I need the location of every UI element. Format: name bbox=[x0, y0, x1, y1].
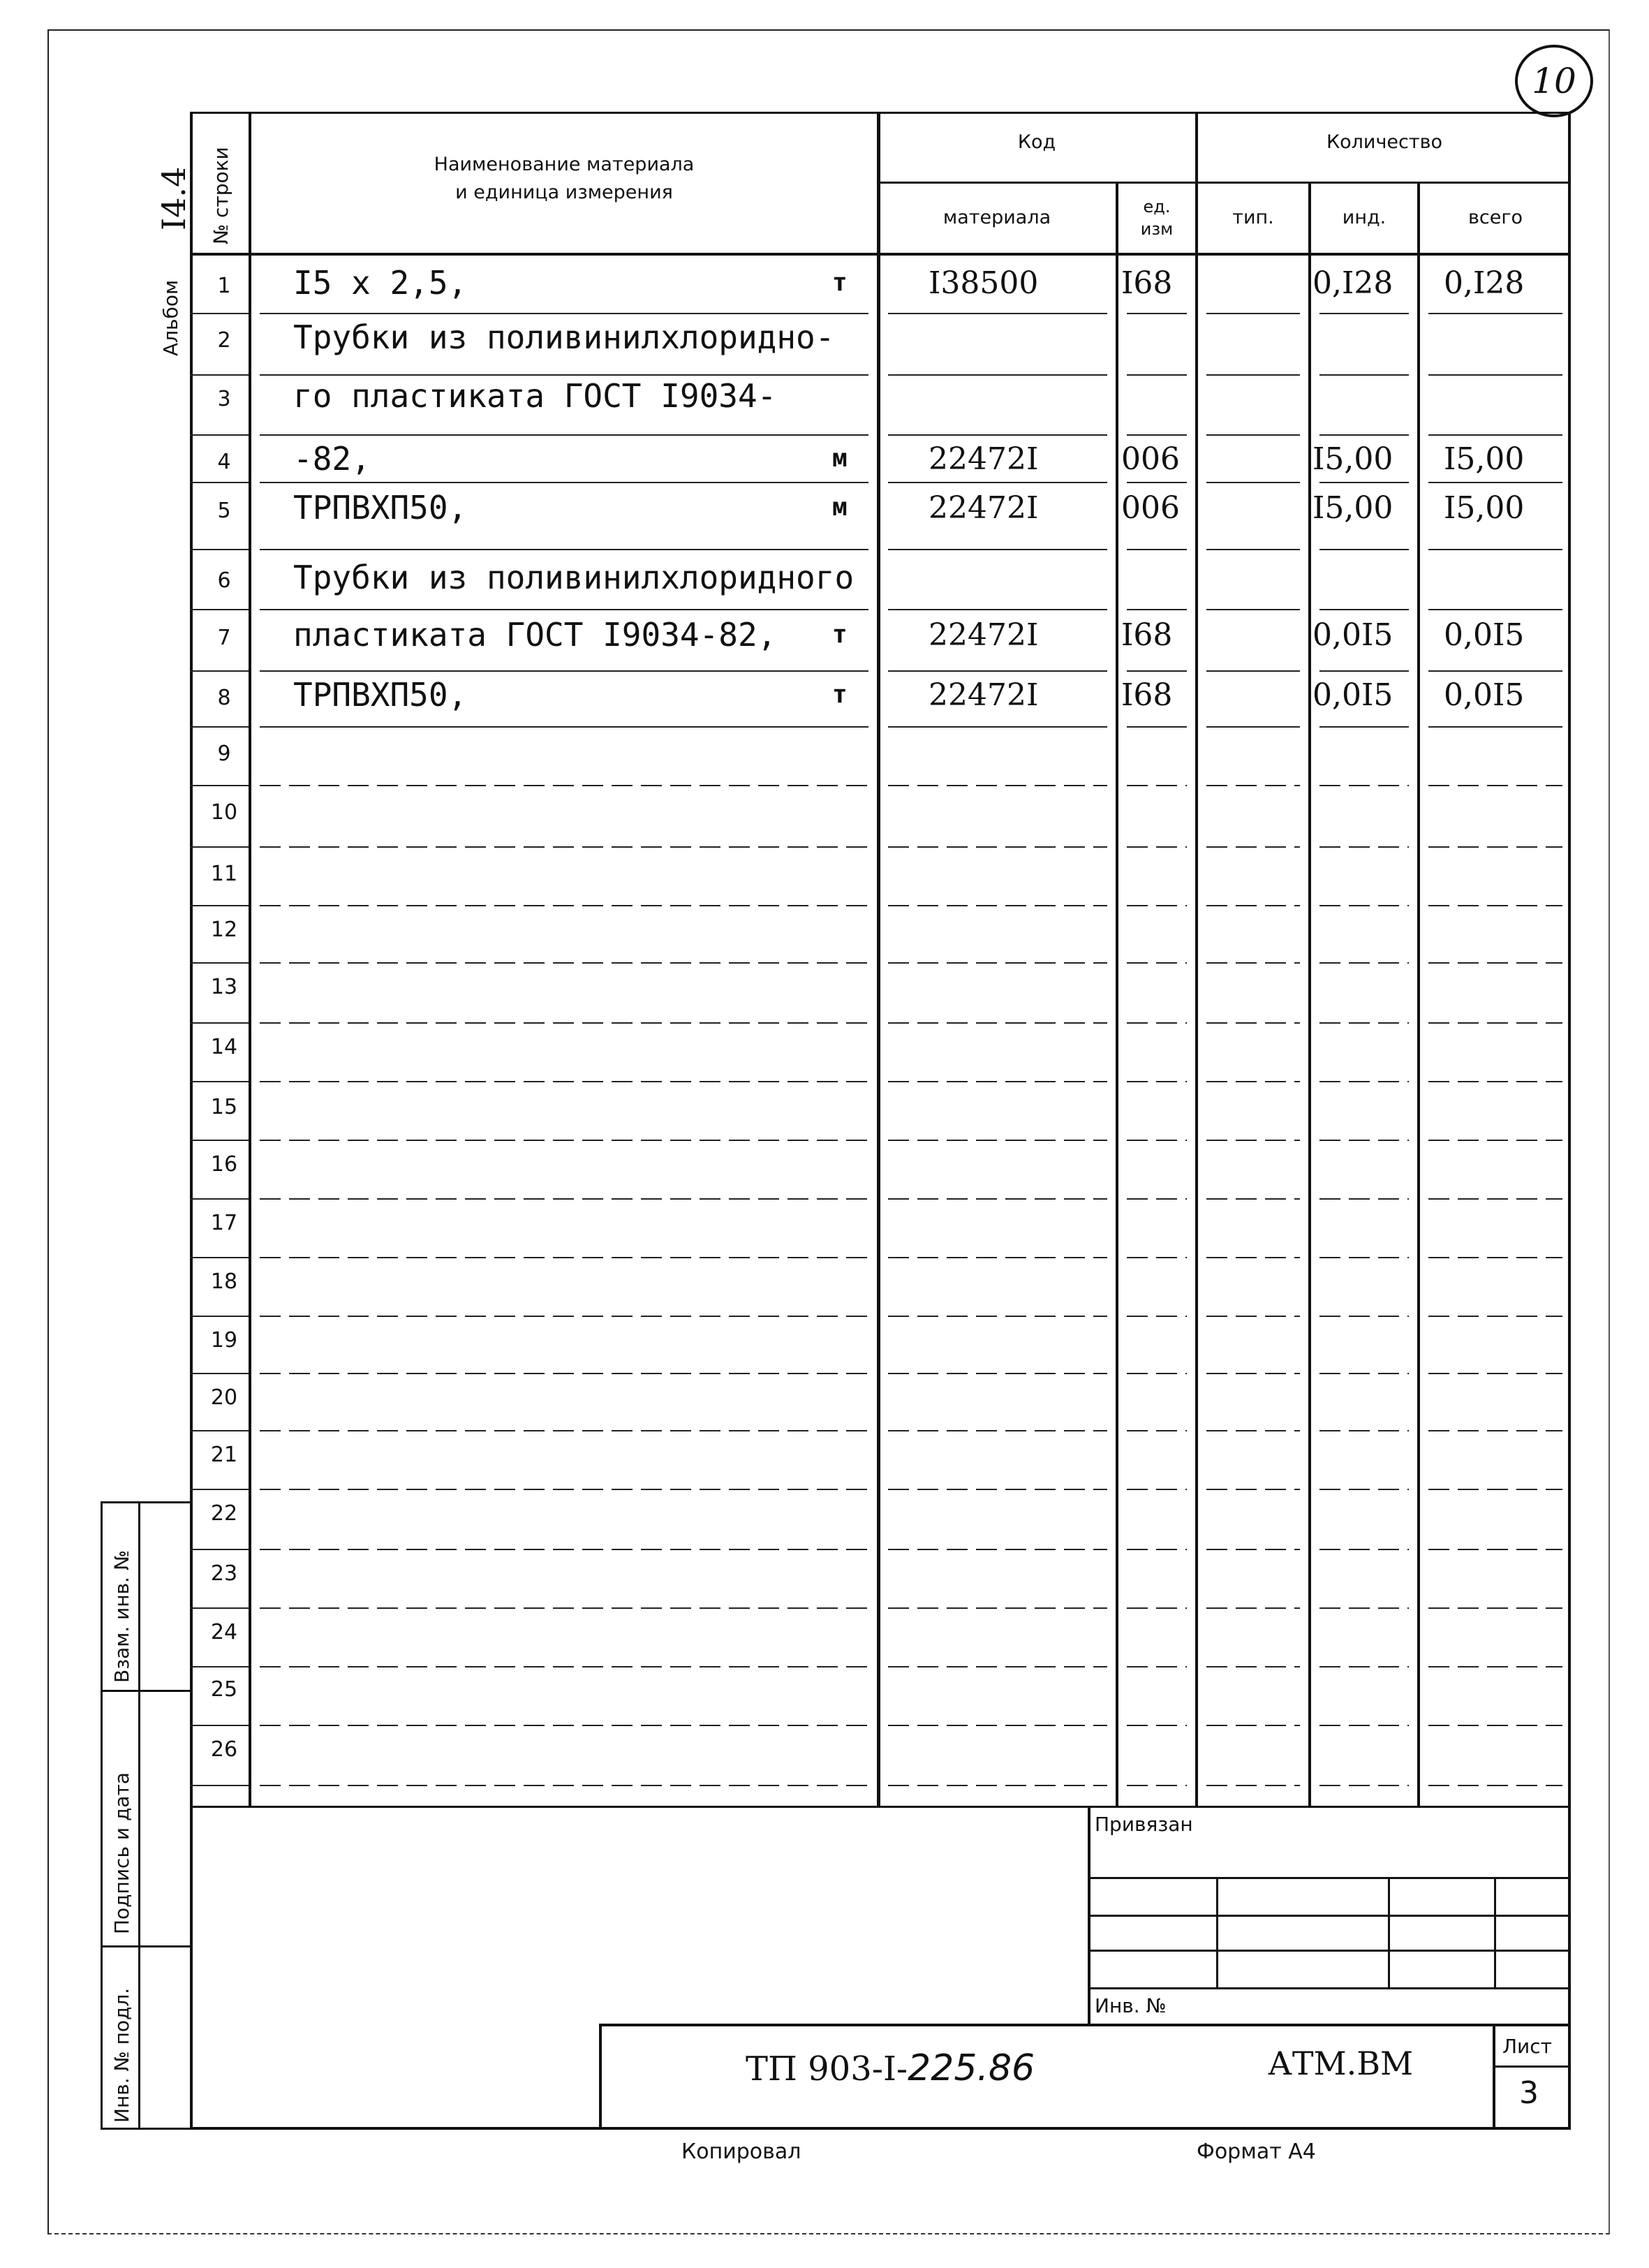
cell-underline bbox=[888, 785, 1107, 786]
row-number: 9 bbox=[217, 742, 231, 766]
header-unit-line2: изм bbox=[1140, 219, 1174, 239]
cell-underline bbox=[260, 434, 868, 436]
cell-underline bbox=[1319, 374, 1409, 376]
row-separator bbox=[190, 1725, 249, 1726]
cell-underline bbox=[1319, 549, 1409, 550]
cell-underline bbox=[1319, 962, 1409, 964]
cell-underline bbox=[1319, 609, 1409, 610]
cell-underline bbox=[888, 1257, 1107, 1258]
cell-underline bbox=[888, 313, 1107, 314]
cell-underline bbox=[888, 1316, 1107, 1317]
material-name: ТРПВХП50, bbox=[293, 676, 468, 714]
cell-underline bbox=[1127, 1257, 1187, 1258]
cell-underline bbox=[1319, 846, 1409, 848]
material-name: Трубки из поливинилхлоридного bbox=[293, 559, 855, 596]
cell-underline bbox=[1206, 1725, 1300, 1726]
qty-total: 0,0I5 bbox=[1444, 677, 1525, 713]
header-quantity: Количество bbox=[1326, 131, 1443, 153]
row-number: 5 bbox=[217, 499, 231, 523]
album-label: Альбом bbox=[159, 279, 182, 356]
cell-underline bbox=[1206, 434, 1300, 436]
row-number: 16 bbox=[210, 1152, 238, 1177]
row-separator bbox=[190, 1257, 249, 1258]
cell-underline bbox=[1127, 905, 1187, 906]
cell-underline bbox=[1319, 726, 1409, 728]
cell-underline bbox=[260, 1316, 868, 1317]
sheet-box-line bbox=[1493, 2066, 1571, 2068]
cell-underline bbox=[1428, 1316, 1562, 1317]
cell-underline bbox=[1428, 609, 1562, 610]
material-name: го пластиката ГОСТ I9034- bbox=[293, 377, 777, 415]
cell-underline bbox=[1428, 1430, 1562, 1431]
cell-underline bbox=[1319, 482, 1409, 483]
material-name: ТРПВХП50, bbox=[293, 489, 468, 526]
row-separator bbox=[190, 905, 249, 906]
cell-underline bbox=[260, 1140, 868, 1141]
cell-underline bbox=[1319, 670, 1409, 672]
row-separator bbox=[190, 1140, 249, 1141]
cell-underline bbox=[1428, 1198, 1562, 1200]
row-separator bbox=[190, 1549, 249, 1550]
row-separator bbox=[190, 726, 249, 728]
cell-underline bbox=[1319, 785, 1409, 786]
cell-underline bbox=[1206, 670, 1300, 672]
cell-underline bbox=[1206, 1549, 1300, 1550]
cell-underline bbox=[888, 434, 1107, 436]
cell-underline bbox=[1127, 1725, 1187, 1726]
cell-underline bbox=[1428, 1549, 1562, 1550]
material-name: -82, bbox=[293, 440, 371, 478]
cell-underline bbox=[1428, 482, 1562, 483]
cell-underline bbox=[1206, 846, 1300, 848]
unit-code: 006 bbox=[1121, 441, 1180, 477]
sheet-box-divider bbox=[1493, 2024, 1495, 2130]
unit-of-measure: т bbox=[832, 680, 848, 709]
row-separator bbox=[190, 1430, 249, 1431]
cell-underline bbox=[1428, 1489, 1562, 1490]
cell-underline bbox=[1319, 1316, 1409, 1317]
cell-underline bbox=[1319, 1022, 1409, 1024]
header-bottom-line bbox=[190, 253, 1571, 256]
cell-underline bbox=[888, 905, 1107, 906]
cell-underline bbox=[1127, 313, 1187, 314]
unit-code: I68 bbox=[1121, 677, 1173, 713]
doc-code-handwritten: 225.86 bbox=[908, 2047, 1035, 2089]
cell-underline bbox=[888, 374, 1107, 376]
cell-underline bbox=[260, 785, 868, 786]
side-label-inv-podl: Инв. № подл. bbox=[110, 1987, 133, 2123]
cell-underline bbox=[1127, 1430, 1187, 1431]
cell-underline bbox=[260, 313, 868, 314]
stamp-line-b bbox=[1088, 1915, 1571, 1917]
side-label-vzam: Взам. инв. № bbox=[110, 1549, 133, 1683]
cell-underline bbox=[1319, 1607, 1409, 1609]
cell-underline bbox=[888, 549, 1107, 550]
material-code: 22472I bbox=[929, 490, 1039, 526]
cell-underline bbox=[260, 670, 868, 672]
album-number: I4.4 bbox=[155, 166, 193, 230]
cell-underline bbox=[1206, 374, 1300, 376]
col-line-rowno bbox=[249, 112, 251, 1807]
cell-underline bbox=[1206, 1198, 1300, 1200]
cell-underline bbox=[888, 726, 1107, 728]
row-separator bbox=[190, 434, 249, 436]
unit-code: I68 bbox=[1121, 617, 1173, 653]
cell-underline bbox=[888, 1373, 1107, 1374]
cell-underline bbox=[1127, 1198, 1187, 1200]
stamp-line-a bbox=[1088, 1877, 1571, 1879]
cell-underline bbox=[888, 1198, 1107, 1200]
unit-of-measure: т bbox=[832, 620, 848, 649]
cell-underline bbox=[1206, 1489, 1300, 1490]
row-separator bbox=[190, 846, 249, 848]
cell-underline bbox=[1206, 1666, 1300, 1667]
cell-underline bbox=[1428, 549, 1562, 550]
cell-underline bbox=[1319, 1257, 1409, 1258]
row-separator bbox=[190, 482, 249, 483]
cell-underline bbox=[1428, 1785, 1562, 1786]
row-separator bbox=[190, 1316, 249, 1317]
cell-underline bbox=[260, 1022, 868, 1024]
cell-underline bbox=[1428, 1140, 1562, 1141]
cell-underline bbox=[1206, 1140, 1300, 1141]
qty-total: 0,0I5 bbox=[1444, 617, 1525, 653]
cell-underline bbox=[260, 1725, 868, 1726]
row-number: 22 bbox=[210, 1501, 238, 1526]
cell-underline bbox=[888, 1081, 1107, 1082]
cell-underline bbox=[888, 1607, 1107, 1609]
cell-underline bbox=[1206, 962, 1300, 964]
col-line-ind bbox=[1417, 183, 1420, 1807]
cell-underline bbox=[1127, 846, 1187, 848]
sheet-number: 3 bbox=[1519, 2075, 1539, 2111]
header-typ: тип. bbox=[1232, 207, 1274, 228]
cell-underline bbox=[260, 1666, 868, 1667]
col-line-typ bbox=[1308, 183, 1311, 1807]
cell-underline bbox=[1206, 609, 1300, 610]
doc-code-printed: ТП 903-I- bbox=[746, 2049, 908, 2089]
side-label-podpis: Подпись и дата bbox=[110, 1772, 133, 1934]
cell-underline bbox=[888, 482, 1107, 483]
cell-underline bbox=[888, 1022, 1107, 1024]
row-number: 25 bbox=[210, 1677, 238, 1702]
row-separator bbox=[190, 1022, 249, 1024]
row-number: 19 bbox=[210, 1328, 238, 1353]
cell-underline bbox=[1206, 785, 1300, 786]
doc-code bbox=[746, 2047, 1035, 2089]
cell-underline bbox=[260, 846, 868, 848]
cell-underline bbox=[1127, 1549, 1187, 1550]
row-number: 3 bbox=[217, 387, 231, 411]
cell-underline bbox=[1428, 905, 1562, 906]
row-number: 15 bbox=[210, 1095, 238, 1119]
header-row-no: № строки bbox=[209, 147, 232, 244]
row-number: 11 bbox=[210, 862, 238, 886]
material-code: 22472I bbox=[929, 677, 1039, 713]
cell-underline bbox=[260, 962, 868, 964]
cell-underline bbox=[1428, 1607, 1562, 1609]
cell-underline bbox=[888, 1549, 1107, 1550]
material-code: 22472I bbox=[929, 441, 1039, 477]
cell-underline bbox=[1428, 785, 1562, 786]
row-number: 21 bbox=[210, 1443, 238, 1467]
qty-ind: I5,00 bbox=[1312, 441, 1393, 477]
cell-underline bbox=[1206, 482, 1300, 483]
cell-underline bbox=[1428, 434, 1562, 436]
row-number: 24 bbox=[210, 1620, 238, 1644]
cell-underline bbox=[888, 1666, 1107, 1667]
row-separator bbox=[190, 609, 249, 610]
header-unit-line1: ед. bbox=[1143, 197, 1171, 216]
footer-kopiroval: Копировал bbox=[681, 2140, 801, 2164]
cell-underline bbox=[260, 609, 868, 610]
qty-ind: 0,I28 bbox=[1312, 265, 1393, 301]
row-separator bbox=[190, 374, 249, 376]
row-separator bbox=[190, 1489, 249, 1490]
row-number: 20 bbox=[210, 1385, 238, 1410]
qty-ind: I5,00 bbox=[1312, 490, 1393, 526]
cell-underline bbox=[1127, 434, 1187, 436]
header-total: всего bbox=[1467, 207, 1523, 228]
unit-code: I68 bbox=[1121, 265, 1173, 301]
cell-underline bbox=[1127, 1785, 1187, 1786]
row-separator bbox=[190, 1198, 249, 1200]
cell-underline bbox=[1127, 670, 1187, 672]
qty-ind: 0,0I5 bbox=[1312, 677, 1393, 713]
cell-underline bbox=[1127, 482, 1187, 483]
cell-underline bbox=[1127, 726, 1187, 728]
cell-underline bbox=[1127, 1607, 1187, 1609]
stamp-inv-no: Инв. № bbox=[1095, 1994, 1167, 2017]
cell-underline bbox=[1206, 1785, 1300, 1786]
header-material: материала bbox=[942, 207, 1051, 228]
cell-underline bbox=[1319, 1373, 1409, 1374]
side-stamp-divider bbox=[138, 1501, 140, 2130]
cell-underline bbox=[1428, 1022, 1562, 1024]
cell-underline bbox=[888, 1140, 1107, 1141]
cell-underline bbox=[260, 1198, 868, 1200]
material-code: I38500 bbox=[929, 265, 1039, 301]
row-separator bbox=[190, 1081, 249, 1082]
material-name: I5 x 2,5, bbox=[293, 264, 468, 302]
cell-underline bbox=[1319, 1489, 1409, 1490]
cell-underline bbox=[1127, 1316, 1187, 1317]
unit-of-measure: м bbox=[832, 444, 848, 473]
cell-underline bbox=[260, 1430, 868, 1431]
unit-code: 006 bbox=[1121, 490, 1180, 526]
row-number: 14 bbox=[210, 1035, 238, 1059]
cell-underline bbox=[1428, 846, 1562, 848]
cell-underline bbox=[260, 1489, 868, 1490]
row-number: 18 bbox=[210, 1269, 238, 1294]
header-subline bbox=[878, 182, 1571, 184]
cell-underline bbox=[1206, 1607, 1300, 1609]
cell-underline bbox=[888, 962, 1107, 964]
header-name-line2: и единица измерения bbox=[455, 182, 673, 203]
cell-underline bbox=[1206, 726, 1300, 728]
cell-underline bbox=[1206, 905, 1300, 906]
cell-underline bbox=[1127, 1666, 1187, 1667]
header-code: Код bbox=[1017, 131, 1056, 153]
qty-total: I5,00 bbox=[1444, 441, 1525, 477]
cell-underline bbox=[260, 1549, 868, 1550]
side-stamp-line-2 bbox=[101, 1945, 190, 1947]
cell-underline bbox=[1206, 1316, 1300, 1317]
row-number: 1 bbox=[217, 274, 231, 298]
stamp-col-3 bbox=[1494, 1877, 1496, 1987]
row-number: 17 bbox=[210, 1211, 238, 1235]
side-stamp-line-1 bbox=[101, 1690, 190, 1692]
cell-underline bbox=[888, 1430, 1107, 1431]
footer-format: Формат А4 bbox=[1197, 2140, 1316, 2164]
title-block bbox=[599, 2024, 1571, 2130]
row-number: 4 bbox=[217, 450, 231, 474]
cell-underline bbox=[1428, 374, 1562, 376]
cell-underline bbox=[1428, 1257, 1562, 1258]
cell-underline bbox=[1206, 1257, 1300, 1258]
cell-underline bbox=[1127, 962, 1187, 964]
cell-underline bbox=[1127, 1022, 1187, 1024]
cell-underline bbox=[888, 609, 1107, 610]
qty-total: I5,00 bbox=[1444, 490, 1525, 526]
row-number: 7 bbox=[217, 626, 231, 650]
cell-underline bbox=[1127, 374, 1187, 376]
cell-underline bbox=[1428, 962, 1562, 964]
cell-underline bbox=[888, 670, 1107, 672]
cell-underline bbox=[260, 1373, 868, 1374]
cell-underline bbox=[1206, 549, 1300, 550]
stamp-col-1 bbox=[1216, 1877, 1218, 1987]
cell-underline bbox=[260, 549, 868, 550]
cell-underline bbox=[1319, 1140, 1409, 1141]
cell-underline bbox=[260, 1607, 868, 1609]
row-number: 23 bbox=[210, 1561, 238, 1586]
cell-underline bbox=[888, 846, 1107, 848]
cell-underline bbox=[1206, 1022, 1300, 1024]
sheet-mark-number: 10 bbox=[1532, 61, 1576, 101]
cell-underline bbox=[1127, 1489, 1187, 1490]
cell-underline bbox=[1319, 434, 1409, 436]
cell-underline bbox=[1127, 1081, 1187, 1082]
unit-of-measure: м bbox=[832, 493, 848, 522]
sheet-label: Лист bbox=[1502, 2035, 1552, 2058]
row-separator bbox=[190, 670, 249, 672]
qty-total: 0,I28 bbox=[1444, 265, 1525, 301]
row-number: 2 bbox=[217, 328, 231, 353]
cell-underline bbox=[888, 1725, 1107, 1726]
row-number: 13 bbox=[210, 975, 238, 999]
cell-underline bbox=[260, 482, 868, 483]
cell-underline bbox=[888, 1489, 1107, 1490]
cell-underline bbox=[1428, 313, 1562, 314]
row-number: 6 bbox=[217, 568, 231, 593]
cell-underline bbox=[1428, 670, 1562, 672]
cell-underline bbox=[260, 1257, 868, 1258]
cell-underline bbox=[888, 1785, 1107, 1786]
cell-underline bbox=[1319, 1666, 1409, 1667]
material-name: пластиката ГОСТ I9034-82, bbox=[293, 616, 777, 654]
cell-underline bbox=[1127, 609, 1187, 610]
qty-ind: 0,0I5 bbox=[1312, 617, 1393, 653]
row-separator bbox=[190, 1373, 249, 1374]
cell-underline bbox=[260, 1081, 868, 1082]
row-separator bbox=[190, 785, 249, 786]
cell-underline bbox=[1428, 1081, 1562, 1082]
cell-underline bbox=[1319, 1081, 1409, 1082]
row-number: 10 bbox=[210, 800, 238, 825]
cell-underline bbox=[1319, 1549, 1409, 1550]
cell-underline bbox=[1127, 785, 1187, 786]
cell-underline bbox=[1206, 313, 1300, 314]
cell-underline bbox=[260, 905, 868, 906]
sheet-mark bbox=[1515, 45, 1593, 117]
cell-underline bbox=[1319, 1785, 1409, 1786]
header-name-line1: Наименование материала bbox=[434, 154, 695, 175]
row-number: 12 bbox=[210, 918, 238, 942]
col-line-name bbox=[877, 112, 880, 1807]
row-separator bbox=[190, 549, 249, 550]
row-separator bbox=[190, 962, 249, 964]
unit-of-measure: т bbox=[832, 268, 848, 297]
row-separator bbox=[190, 1666, 249, 1667]
cell-underline bbox=[1319, 1430, 1409, 1431]
cell-underline bbox=[1127, 549, 1187, 550]
cell-underline bbox=[1206, 1430, 1300, 1431]
cell-underline bbox=[1319, 905, 1409, 906]
cell-underline bbox=[1319, 1725, 1409, 1726]
cell-underline bbox=[1127, 1140, 1187, 1141]
cell-underline bbox=[260, 726, 868, 728]
material-name: Трубки из поливинилхлоридно- bbox=[293, 318, 835, 356]
stamp-line-d bbox=[1088, 1987, 1571, 1989]
header-ind: инд. bbox=[1342, 207, 1387, 228]
row-number: 8 bbox=[217, 686, 231, 710]
stamp-line-c bbox=[1088, 1950, 1571, 1952]
material-code: 22472I bbox=[929, 617, 1039, 653]
col-line-material bbox=[1116, 183, 1118, 1807]
cell-underline bbox=[1428, 1666, 1562, 1667]
row-separator bbox=[190, 1785, 249, 1786]
row-separator bbox=[190, 1607, 249, 1609]
doc-type: АТМ.ВМ bbox=[1268, 2045, 1414, 2082]
cell-underline bbox=[1319, 313, 1409, 314]
row-number: 26 bbox=[210, 1737, 238, 1762]
cell-underline bbox=[1206, 1373, 1300, 1374]
col-line-unit bbox=[1195, 112, 1198, 1807]
cell-underline bbox=[1206, 1081, 1300, 1082]
cell-underline bbox=[1428, 1725, 1562, 1726]
stamp-col-2 bbox=[1388, 1877, 1390, 1987]
cell-underline bbox=[1319, 1198, 1409, 1200]
cell-underline bbox=[260, 374, 868, 376]
cell-underline bbox=[260, 1785, 868, 1786]
row-separator bbox=[190, 313, 249, 314]
cell-underline bbox=[1428, 726, 1562, 728]
cell-underline bbox=[1127, 1373, 1187, 1374]
stamp-privyazan: Привязан bbox=[1095, 1813, 1193, 1836]
cell-underline bbox=[1428, 1373, 1562, 1374]
